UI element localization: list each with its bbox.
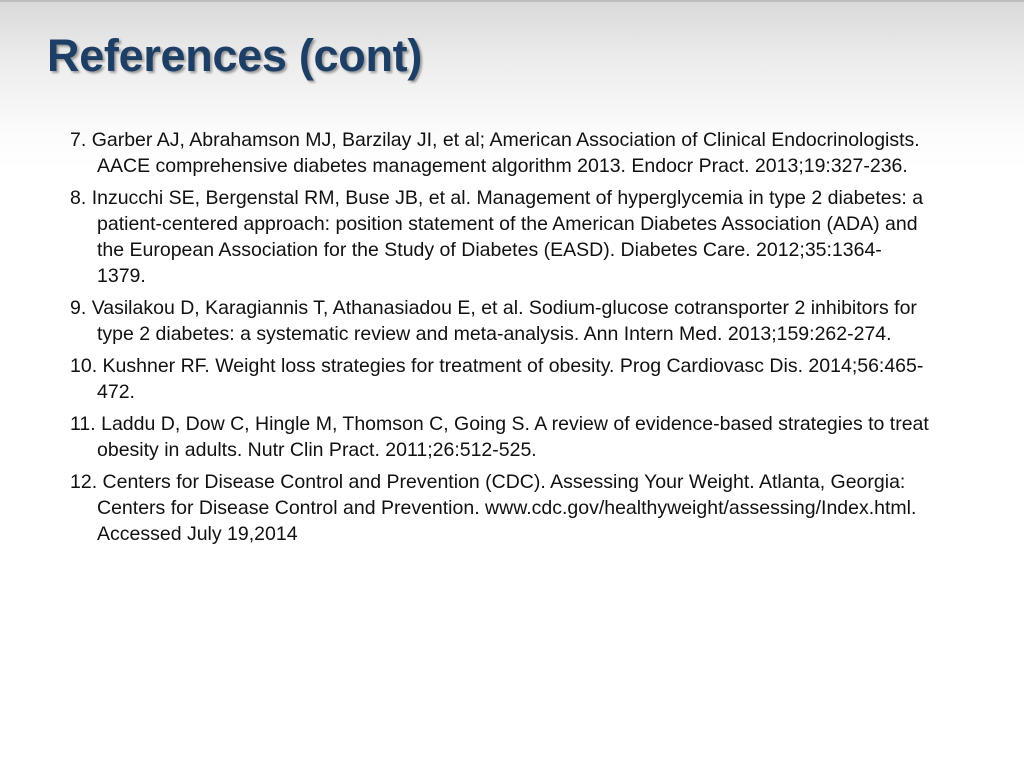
reference-text: Centers for Disease Control and Prevention (CDC). Assessing Your Weight. Atlanta, Georgia: Centers for Disease Control and Prevention. www.cdc.gov/healthyweight/assessing/Index.html. Accessed July 19,2014 [97,471,917,545]
reference-item-9 [70,295,930,347]
reference-text: Kushner RF. Weight loss strategies for treatment of obesity. Prog Cardiovasc Dis. 2014;56:465-472. [97,355,924,403]
reference-number: 7. [70,129,87,151]
reference-text: Vasilakou D, Karagiannis T, Athanasiadou E, et al. Sodium-glucose cotransporter 2 inhibitors for type 2 diabetes: a systematic review and meta-analysis. Ann Intern Med. 2013;159:262-274. [91,297,917,345]
reference-number: 8. [70,187,87,209]
reference-number: 12. [70,471,98,493]
reference-item-11 [70,411,930,463]
slide-top-edge [0,0,1024,2]
slide-title: References (cont) [47,30,423,81]
reference-number: 9. [70,297,87,319]
reference-number: 11. [70,413,96,435]
reference-item-8 [70,185,930,289]
reference-item-10 [70,353,930,405]
reference-item-7 [70,127,930,179]
reference-item-12 [70,469,930,547]
reference-list [70,127,930,553]
reference-number: 10. [70,355,98,377]
reference-text: Garber AJ, Abrahamson MJ, Barzilay JI, et al; American Association of Clinical Endocrinologists. AACE comprehensive diabetes management algorithm 2013. Endocr Pract. 2013;19:327-236. [91,129,920,177]
reference-text: Laddu D, Dow C, Hingle M, Thomson C, Going S. A review of evidence-based strategies to treat obesity in adults. Nutr Clin Pract. 2011;26:512-525. [97,413,929,461]
reference-text: Inzucchi SE, Bergenstal RM, Buse JB, et al. Management of hyperglycemia in type 2 diabetes: a patient-centered approach: position statement of the American Diabetes Association (ADA) and the European Association for the Study of Diabetes (EASD). Diabetes Care. 2012;35:1364-1379. [91,187,924,287]
